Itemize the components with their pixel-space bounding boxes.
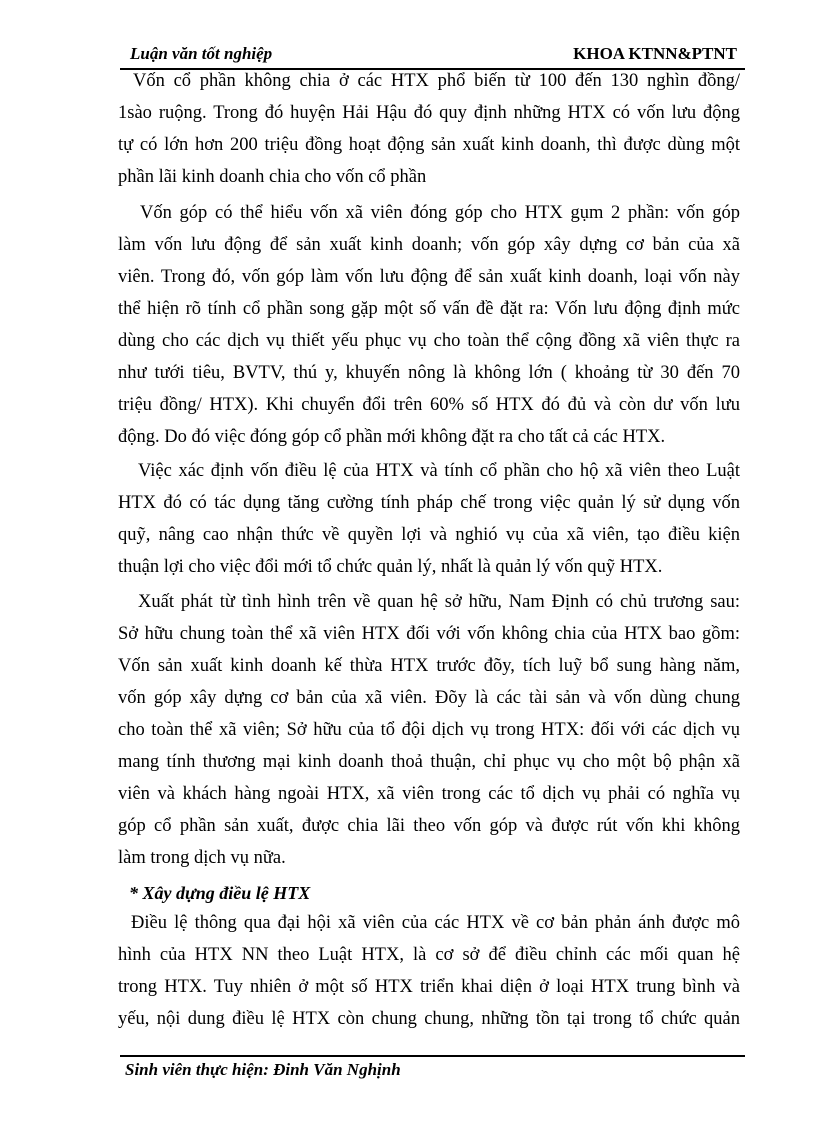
- paragraph-line: vốn góp xây dựng cơ bản của xã viên. Đõy là các tài sản và vốn dùng chung: [118, 688, 740, 708]
- paragraph-line: yếu, nội dung điều lệ HTX còn chung chung, những tồn tại trong tổ chức quản: [118, 1009, 740, 1029]
- paragraph-line: Vốn sản xuất kinh doanh kế thừa HTX trước đõy, tích luỹ bổ sung hàng năm,: [118, 656, 740, 676]
- paragraph-line: Xuất phát từ tình hình trên về quan hệ sở hữu, Nam Định có chủ trương sau:: [138, 592, 740, 612]
- paragraph-line: làm vốn lưu động để sản xuất kinh doanh; vốn góp xây dựng cơ bản của xã: [118, 235, 740, 255]
- paragraph-line: triệu đồng/ HTX). Khi chuyển đổi trên 60% số HTX đó đủ và còn dư vốn lưu: [118, 395, 740, 415]
- paragraph-line: cho toàn thể xã viên; Sở hữu của tổ đội dịch vụ trong HTX: đối với các dịch vụ: [118, 720, 740, 740]
- paragraph-line: viên và khách hàng ngoài HTX, xã viên trong các tổ dịch vụ phải có nghĩa vụ: [118, 784, 740, 804]
- paragraph-line: Điều lệ thông qua đại hội xã viên của các HTX về cơ bản phản ánh được mô: [131, 913, 740, 933]
- paragraph-line: như tưới tiêu, BVTV, thú y, khuyến nông là không lớn ( khoảng từ 30 đến 70: [118, 363, 740, 383]
- paragraph-line: viên. Trong đó, vốn góp làm vốn lưu động để sản xuất kinh doanh, loại vốn này: [118, 267, 740, 287]
- paragraph-line: HTX đó có tác dụng tăng cường tính pháp chế trong việc quản lý sử dụng vốn: [118, 493, 740, 513]
- paragraph-line: trong HTX. Tuy nhiên ở một số HTX triển khai diện ở loại HTX trung bình và: [118, 977, 740, 997]
- footer-author: Sinh viên thực hiện: Đinh Văn Nghịnh: [125, 1060, 401, 1079]
- paragraph-line: tự có lớn hơn 200 triệu đồng hoạt động sản xuất kinh doanh, thì được dùng một: [118, 135, 740, 155]
- paragraph-line: thuận lợi cho việc đổi mới tổ chức quản lý, nhất là quản lý vốn quỹ HTX.: [118, 557, 663, 577]
- page-header: [120, 44, 745, 70]
- paragraph-line: Việc xác định vốn điều lệ của HTX và tính cổ phần cho hộ xã viên theo Luật: [138, 461, 740, 481]
- paragraph-line: hình của HTX NN theo Luật HTX, là cơ sở để điều chỉnh các mối quan hệ: [118, 945, 740, 965]
- paragraph-line: dùng cho các dịch vụ thiết yếu phục vụ cho toàn thể cộng đồng xã viên thực ra: [118, 331, 740, 351]
- paragraph-line: 1sào ruộng. Trong đó huyện Hải Hậu đó quy định những HTX có vốn lưu động: [118, 103, 740, 123]
- paragraph-line: Vốn cổ phần không chia ở các HTX phổ biến từ 100 đến 130 nghìn đồng/: [133, 71, 740, 91]
- paragraph-line: Vốn góp có thể hiểu vốn xã viên đóng góp cho HTX gụm 2 phần: vốn góp: [140, 203, 740, 223]
- section-heading: * Xây dựng điều lệ HTX: [129, 883, 311, 903]
- paragraph-line: phần lãi kinh doanh chia cho vốn cổ phần: [118, 167, 427, 187]
- paragraph-line: làm trong dịch vụ nữa.: [118, 848, 286, 868]
- paragraph-line: động. Do đó việc đóng góp cổ phần mới không đặt ra cho tất cả các HTX.: [118, 427, 666, 447]
- paragraph-line: Sở hữu chung toàn thể xã viên HTX đối với vốn không chia của HTX bao gồm:: [118, 624, 740, 644]
- header-thesis-title: Luận văn tốt nghiệp: [130, 44, 273, 63]
- footer-rule: [120, 1055, 745, 1057]
- header-faculty: KHOA KTNN&PTNT: [573, 44, 737, 63]
- paragraph-line: quỹ, nâng cao nhận thức về quyền lợi và nghió vụ của xã viên, tạo điều kiện: [118, 525, 740, 545]
- paragraph-line: thể hiện rõ tính cổ phần song gặp một số vấn đề đặt ra: Vốn lưu động định mức: [118, 299, 740, 319]
- paragraph-line: mang tính thương mại kinh doanh thoả thuận, chỉ phục vụ cho một bộ phận xã: [118, 752, 740, 772]
- paragraph-line: góp cổ phần sản xuất, được chia lãi theo vốn góp và được rút vốn khi không: [118, 816, 740, 836]
